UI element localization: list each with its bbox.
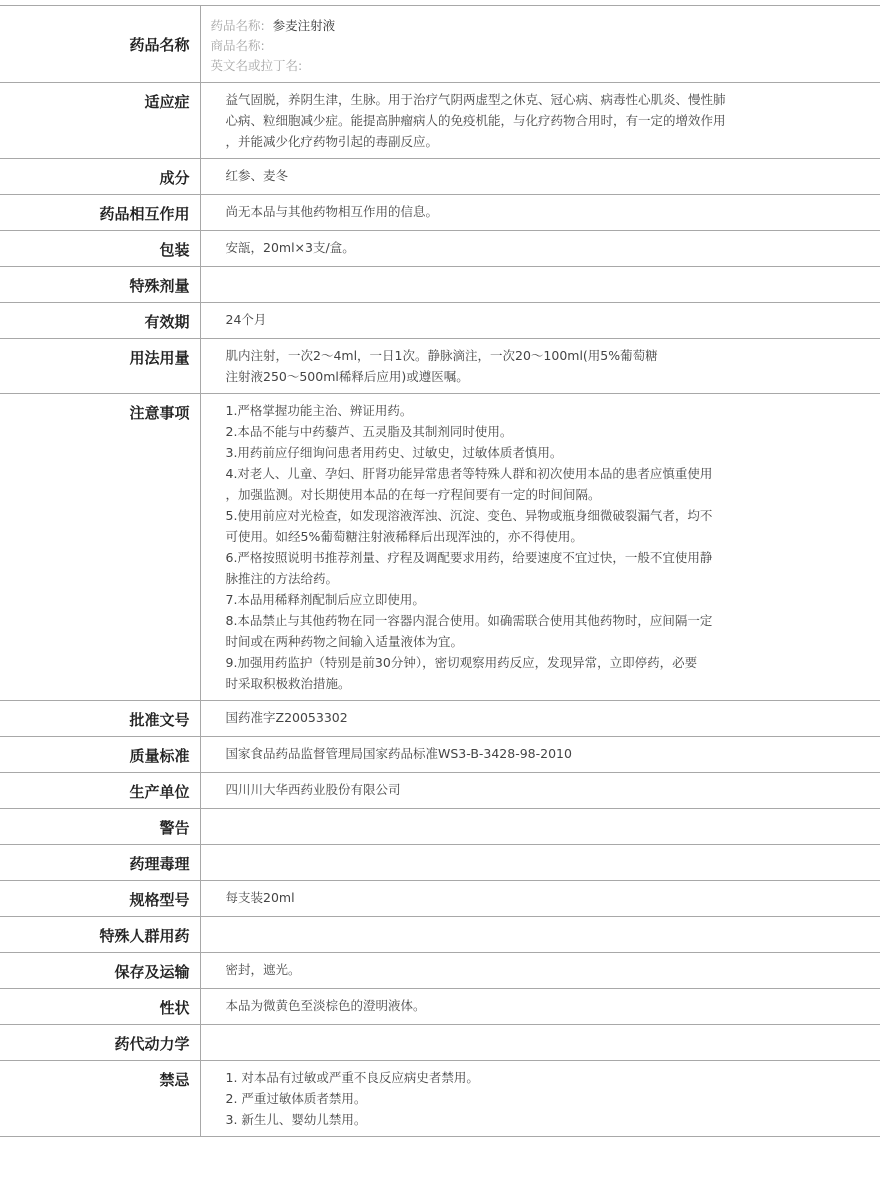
value-line: 四川川大华西药业股份有限公司 (225, 782, 401, 797)
row-value (200, 809, 880, 845)
info-row (0, 394, 880, 701)
value-line: 每支装20ml (225, 890, 295, 905)
row-label: 禁忌 (0, 1061, 200, 1137)
info-row (0, 773, 880, 809)
info-row (0, 195, 880, 231)
info-row (0, 989, 880, 1025)
row-value (200, 845, 880, 881)
value-line: 本品为微黄色至淡棕色的澄明液体。 (225, 998, 426, 1013)
info-row (0, 809, 880, 845)
row-value (200, 339, 880, 394)
row-label: 药理毒理 (0, 845, 200, 881)
row-value (200, 773, 880, 809)
english-name-label: 英文名或拉丁名: (210, 58, 303, 73)
row-label: 性状 (0, 989, 200, 1025)
row-label: 用法用量 (0, 339, 200, 394)
row-value (200, 953, 880, 989)
row-value (200, 989, 880, 1025)
value-line: 密封，遮光。 (225, 962, 301, 977)
drug-info-body (0, 6, 880, 1137)
row-value (200, 195, 880, 231)
value-line: 红参、麦冬 (225, 168, 289, 183)
info-row (0, 953, 880, 989)
row-label: 特殊剂量 (0, 267, 200, 303)
value-line: 4.对老人、儿童、孕妇、肝肾功能异常患者等特殊人群和初次使用本品的患者应慎重使用 (225, 466, 713, 481)
info-row (0, 231, 880, 267)
info-row (0, 303, 880, 339)
value-line: ，并能减少化疗药物引起的毒副反应。 (225, 134, 439, 149)
row-label: 警告 (0, 809, 200, 845)
row-label: 批准文号 (0, 701, 200, 737)
row-label: 成分 (0, 159, 200, 195)
row-label: 药品名称 (0, 6, 200, 83)
row-value (200, 917, 880, 953)
value-line: 2. 严重过敏体质者禁用。 (225, 1091, 367, 1106)
value-line: 9.加强用药监护（特别是前30分钟），密切观察用药反应，发现异常，立即停药，必要 (225, 655, 698, 670)
row-value (200, 83, 880, 159)
value-line: 尚无本品与其他药物相互作用的信息。 (225, 204, 439, 219)
row-label: 保存及运输 (0, 953, 200, 989)
value-line: 肌内注射，一次2～4ml，一日1次。静脉滴注，一次20～100ml(用5%葡萄糖 (225, 348, 658, 363)
row-label: 注意事项 (0, 394, 200, 701)
row-value (200, 159, 880, 195)
drug-info-table (0, 5, 880, 1137)
value-line: 安瓿，20ml×3支/盒。 (225, 240, 355, 255)
value-line: 5.使用前应对光检查，如发现溶液浑浊、沉淀、变色、异物或瓶身细微破裂漏气者，均不 (225, 508, 713, 523)
row-value (200, 701, 880, 737)
row-value (200, 303, 880, 339)
value-line: 8.本品禁止与其他药物在同一容器内混合使用。如确需联合使用其他药物时，应间隔一定 (225, 613, 713, 628)
generic-name-label: 药品名称: (210, 18, 265, 33)
value-line: 心病、粒细胞减少症。能提高肿瘤病人的免疫机能，与化疗药物合用时，有一定的增效作用 (225, 113, 726, 128)
value-line: ，加强监测。对长期使用本品的在每一疗程间要有一定的时间间隔。 (225, 487, 601, 502)
info-row (0, 845, 880, 881)
info-row (0, 267, 880, 303)
row-label: 特殊人群用药 (0, 917, 200, 953)
info-row (0, 83, 880, 159)
value-line: 国药准字Z20053302 (225, 710, 348, 725)
value-line: 2.本品不能与中药藜芦、五灵脂及其制剂同时使用。 (225, 424, 513, 439)
value-line: 益气固脱，养阴生津，生脉。用于治疗气阴两虚型之休克、冠心病、病毒性心肌炎、慢性肺 (225, 92, 726, 107)
value-line: 国家食品药品监督管理局国家药品标准WS3-B-3428-98-2010 (225, 746, 572, 761)
row-value (200, 6, 880, 83)
row-value (200, 737, 880, 773)
info-row (0, 737, 880, 773)
row-label: 质量标准 (0, 737, 200, 773)
info-row (0, 881, 880, 917)
info-row (0, 339, 880, 394)
row-value (200, 1061, 880, 1137)
info-row (0, 1025, 880, 1061)
row-label: 规格型号 (0, 881, 200, 917)
value-line: 1. 对本品有过敏或严重不良反应病史者禁用。 (225, 1070, 479, 1085)
trade-name-label: 商品名称: (210, 38, 265, 53)
row-value (200, 394, 880, 701)
row-value (200, 231, 880, 267)
row-label: 有效期 (0, 303, 200, 339)
value-line: 24个月 (225, 312, 267, 327)
generic-name-value: 参麦注射液 (272, 18, 336, 33)
value-line: 1.严格掌握功能主治、辨证用药。 (225, 403, 413, 418)
value-line: 时采取积极救治措施。 (225, 676, 351, 691)
row-label: 药代动力学 (0, 1025, 200, 1061)
value-line: 7.本品用稀释剂配制后应立即使用。 (225, 592, 425, 607)
value-line: 3. 新生儿、婴幼儿禁用。 (225, 1112, 367, 1127)
row-label: 生产单位 (0, 773, 200, 809)
row-value (200, 267, 880, 303)
row-label: 包装 (0, 231, 200, 267)
value-line: 注射液250～500ml稀释后应用)或遵医嘱。 (225, 369, 469, 384)
value-line: 脉推注的方法给药。 (225, 571, 339, 586)
info-row (0, 701, 880, 737)
row-value (200, 881, 880, 917)
info-row (0, 1061, 880, 1137)
row-label: 适应症 (0, 83, 200, 159)
row-value (200, 1025, 880, 1061)
info-row (0, 917, 880, 953)
value-line: 6.严格按照说明书推荐剂量、疗程及调配要求用药，给要速度不宜过快，一般不宜使用静 (225, 550, 713, 565)
value-line: 时间或在两种药物之间输入适量液体为宜。 (225, 634, 464, 649)
value-line: 3.用药前应仔细询问患者用药史、过敏史，过敏体质者慎用。 (225, 445, 563, 460)
drug-name-row (0, 6, 880, 83)
row-label: 药品相互作用 (0, 195, 200, 231)
info-row (0, 159, 880, 195)
value-line: 可使用。如经5%葡萄糖注射液稀释后出现浑浊的，亦不得使用。 (225, 529, 583, 544)
